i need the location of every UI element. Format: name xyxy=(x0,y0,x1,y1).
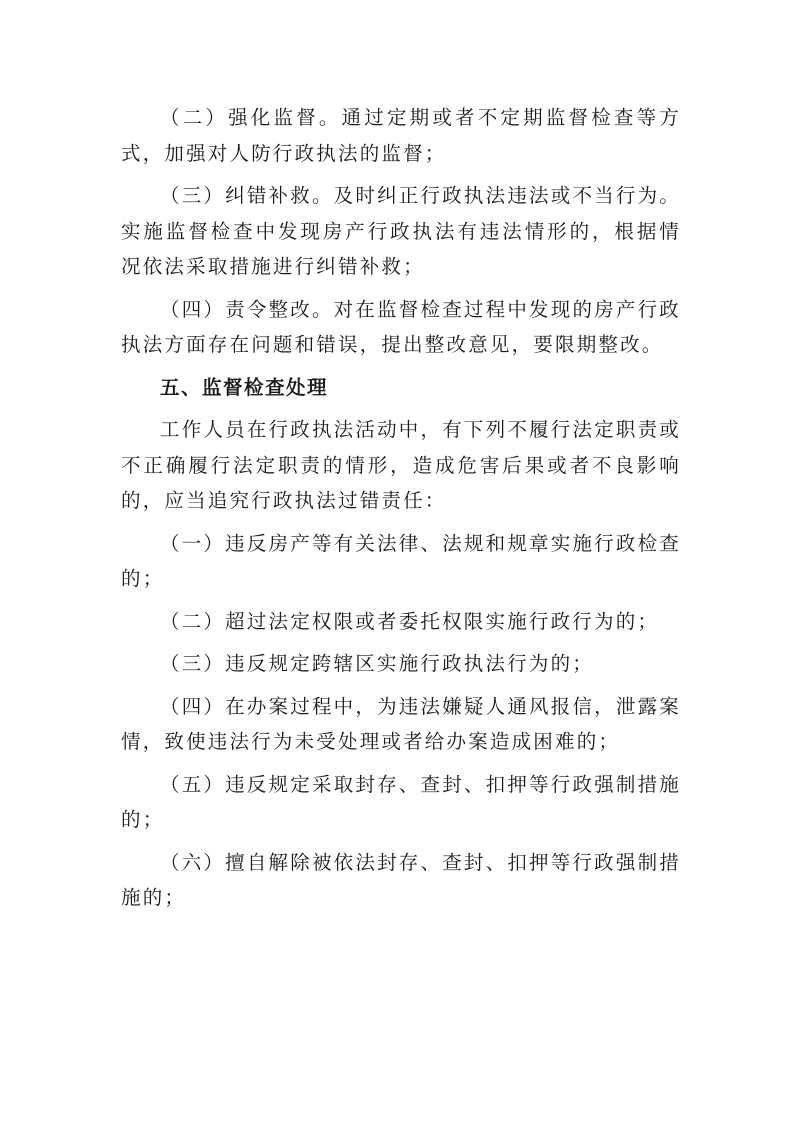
list-item-violation-2: （二）超过法定权限或者委托权限实施行政行为的； xyxy=(160,609,660,633)
list-item-violation-6: （六）擅自解除被依法封存、查封、扣押等行政强制措施的； xyxy=(121,850,681,909)
list-item-violation-3: （三）违反规定跨辖区实施行政执法行为的； xyxy=(160,652,595,675)
section-heading-inspection-handling: 五、监督检查处理 xyxy=(160,375,329,399)
list-item-violation-1: （一）违反房产等有关法律、法规和规章实施行政检查的； xyxy=(121,531,681,590)
list-item-violation-5: （五）违反规定采取封存、查封、扣押等行政强制措施的； xyxy=(121,772,681,831)
list-item-violation-4: （四）在办案过程中，为违法嫌疑人通风报信，泄露案情，致使违法行为未受处理或者给办案造成困难的； xyxy=(121,694,681,753)
document-body xyxy=(121,100,681,923)
paragraph-correct-remedy: （三）纠错补救。及时纠正行政执法违法或不当行为。实施监督检查中发现房产行政执法有违法情形的，根据情况依法采取措施进行纠错补救； xyxy=(121,184,681,278)
paragraph-responsibility-intro: 工作人员在行政执法活动中，有下列不履行法定职责或不正确履行法定职责的情形，造成危害后果或者不良影响的，应当追究行政执法过错责任： xyxy=(121,418,681,512)
paragraph-strengthen-supervision: （二）强化监督。通过定期或者不定期监督检查等方式，加强对人防行政执法的监督； xyxy=(121,106,681,165)
paragraph-order-rectification: （四）责令整改。对在监督检查过程中发现的房产行政执法方面存在问题和错误，提出整改意见，要限期整改。 xyxy=(121,297,681,356)
